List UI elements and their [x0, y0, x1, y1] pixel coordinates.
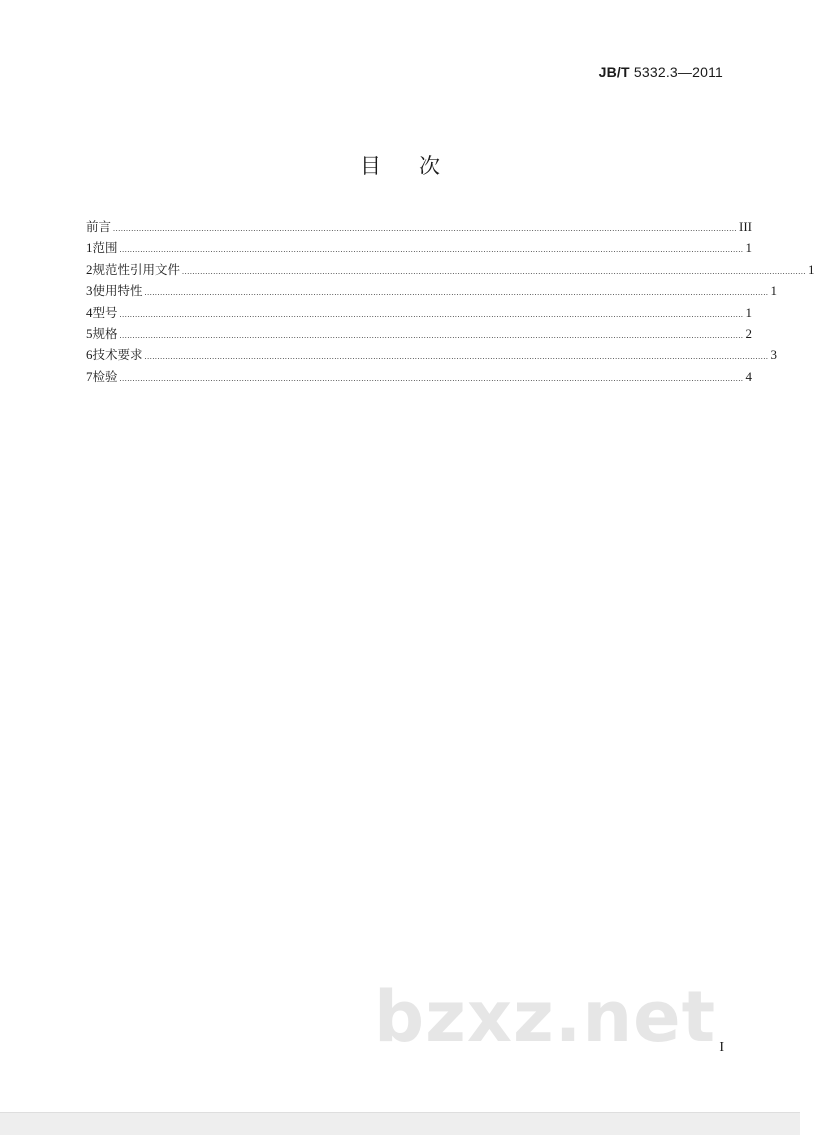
toc-leader-dots: ................................................................................................................................................................................................................................................	[144, 352, 769, 362]
toc-entry-page: 3	[770, 347, 778, 363]
toc-leader-dots: ................................................................................................................................................................................................................................................	[119, 330, 744, 340]
toc-entry-usage-characteristics[interactable]	[86, 280, 778, 301]
toc-entry-technical-requirements[interactable]	[86, 344, 778, 365]
toc-entry-label: 规格	[92, 325, 118, 341]
toc-entry-label: 检验	[92, 368, 118, 384]
toc-entry-specifications[interactable]	[86, 323, 753, 344]
toc-entry-inspection[interactable]	[86, 366, 753, 387]
toc-entry-page: 1	[745, 304, 753, 320]
toc-entry-foreword[interactable]	[86, 216, 753, 237]
page-title: 目次	[360, 154, 478, 178]
toc-entry-page: 1	[808, 261, 815, 277]
toc-entry-page: 2	[745, 325, 753, 341]
toc-entry-page: III	[739, 219, 753, 234]
watermark-text: bzxz.net	[374, 976, 717, 1058]
table-of-contents	[86, 216, 815, 387]
toc-leader-dots: ................................................................................................................................................................................................................................................	[119, 309, 744, 319]
toc-leader-dots: ................................................................................................................................................................................................................................................	[119, 373, 744, 383]
toc-entry-label: 技术要求	[92, 347, 143, 363]
toc-entry-label: 规范性引用文件	[92, 261, 181, 277]
toc-entry-scope[interactable]	[86, 237, 753, 258]
toc-entry-number: 7	[86, 368, 93, 384]
toc-entry-label: 范围	[92, 240, 118, 256]
toc-entry-number: 6	[86, 347, 93, 363]
toc-entry-label: 前言	[86, 219, 112, 234]
toc-entry-number: 5	[86, 325, 93, 341]
toc-entry-label: 使用特性	[92, 283, 143, 299]
toc-entry-page: 1	[770, 283, 778, 299]
toc-entry-normative-references[interactable]	[86, 259, 815, 280]
toc-leader-dots: ................................................................................................................................................................................................................................................	[182, 266, 807, 276]
viewer-bottom-edge	[0, 1112, 800, 1135]
toc-entry-number: 1	[86, 240, 93, 256]
toc-entry-number: 4	[86, 304, 93, 320]
standard-code	[599, 64, 723, 80]
standard-code-number: 5332.3—2011	[629, 64, 723, 80]
toc-entry-number: 2	[86, 261, 93, 277]
toc-entry-label: 型号	[92, 304, 118, 320]
toc-leader-dots: ................................................................................................................................................................................................................................................	[113, 224, 738, 233]
toc-entry-page: 1	[745, 240, 753, 256]
toc-leader-dots: ................................................................................................................................................................................................................................................	[144, 288, 769, 298]
standard-code-prefix: JB/T	[598, 64, 630, 80]
page-number: I	[719, 1040, 724, 1055]
toc-leader-dots: ................................................................................................................................................................................................................................................	[119, 245, 744, 255]
toc-entry-number: 3	[86, 283, 93, 299]
toc-entry-page: 4	[745, 368, 753, 384]
toc-entry-model[interactable]	[86, 302, 753, 323]
